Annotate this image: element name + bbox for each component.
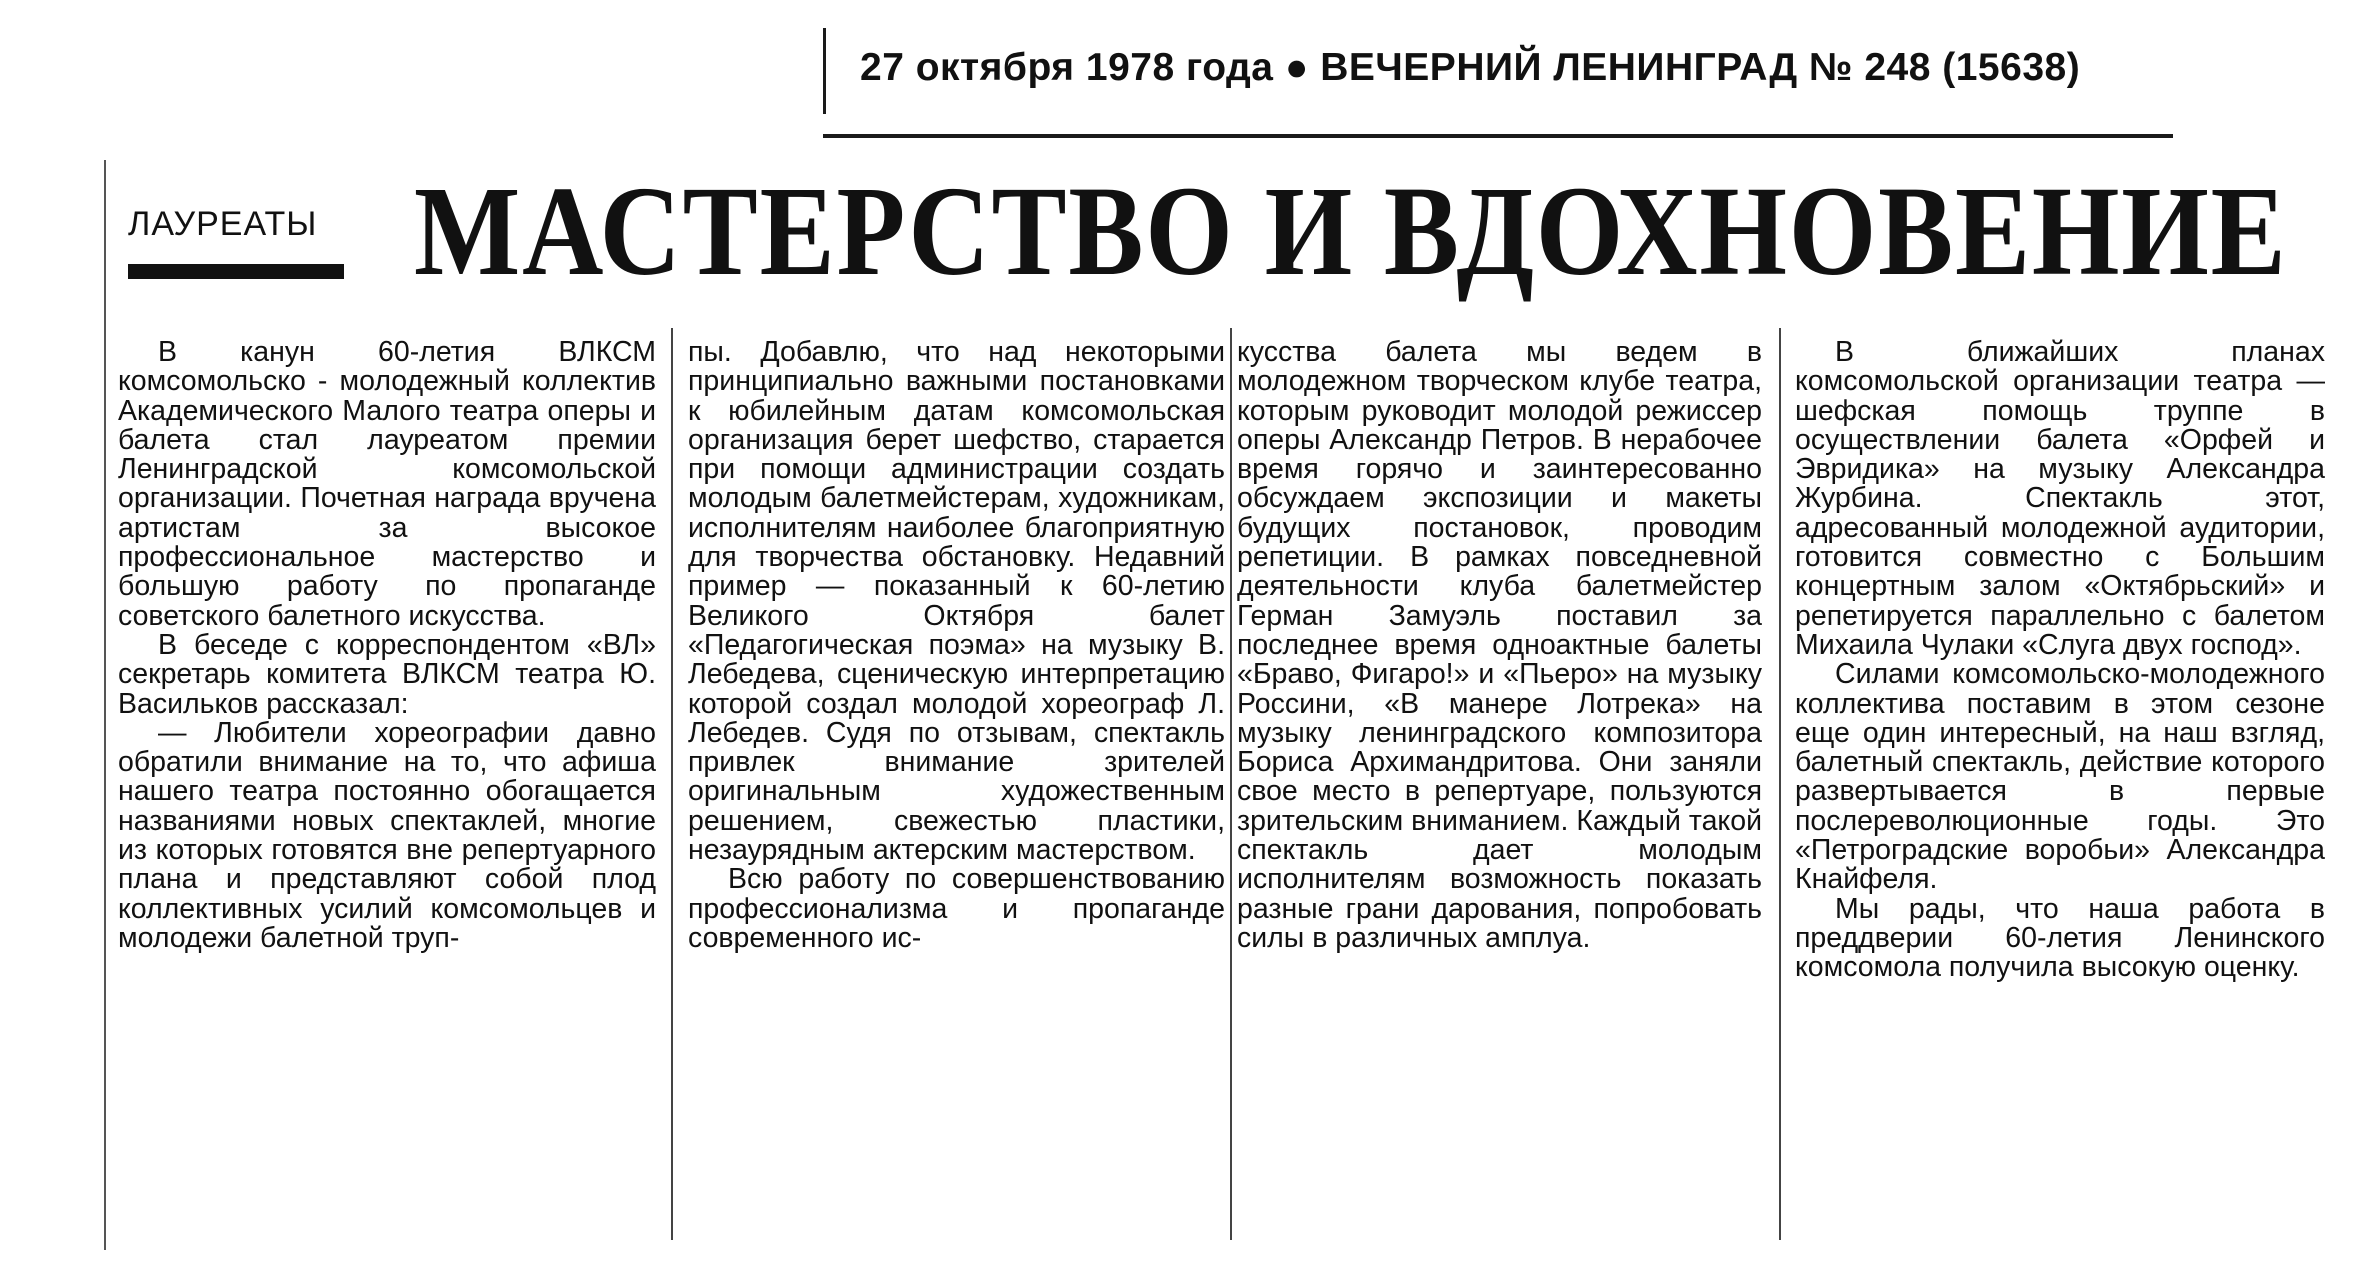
paragraph: Всю работу по совершенствованию профессионализма и пропаганде современного ис- bbox=[688, 863, 1225, 954]
column-divider bbox=[1779, 328, 1781, 1240]
article-left-border bbox=[104, 160, 106, 1250]
paragraph: — Любители хореографии давно обратили внимание на то, что афиша нашего театра постоянно обогащается названиями новых спектаклей, многие из которых готовятся вне репертуарного плана и представляют собой плод коллективных усилий комсомольцев и молодежи балетной труп- bbox=[118, 716, 656, 954]
masthead-left-rule bbox=[823, 28, 826, 114]
paragraph: кусства балета мы ведем в молодежном творческом клубе театра, которым руководит молодой режиссер оперы Александр Петров. В нерабочее время горячо и заинтересованно обсуждаем экспозиции и макеты будущих постановок, проводим репетиции. В рамках повседневной деятельности клуба балетмейстер Герман Замуэль поставил за последнее время одноактные балеты «Браво, Фигаро!» и «Пьеро» на музыку Россини, «В манере Лотрека» на музыку ленинградского композитора Бориса Архимандритова. Они заняли свое место в репертуаре, пользуются зрительским вниманием. Каждый такой спектакль дает молодым исполнителям возможность показать разные грани дарования, попробовать силы в различных амплуа. bbox=[1237, 338, 1762, 954]
column-divider bbox=[671, 328, 673, 1240]
paragraph: пы. Добавлю, что над некоторыми принципиально важными постановками к юбилейным датам комсомольская организация берет шефство, старается при помощи администрации создать молодым балетмейстерам, художникам, исполнителям наиболее благоприятную для творчества обстановку. Недавний пример — показанный к 60-летию Великого Октября балет «Педагогическая поэма» на музыку В. Лебедева, сценическую интерпретацию которой создал молодой хореограф Л. Лебедев. Судя по отзывам, спектакль привлек внимание зрителей оригинальным художественным решением, свежестью пластики, незаурядным актерским мастерством. bbox=[688, 338, 1225, 867]
paragraph: В канун 60-летия ВЛКСМ комсомольско - молодежный коллектив Академического Малого театра оперы и балета стал лауреатом премии Ленинградской комсомольской организации. Почетная награда вручена артистам за высокое профессиональное мастерство и большую работу по пропаганде советского балетного искусства. bbox=[118, 338, 656, 632]
article-column-3 bbox=[1237, 338, 1762, 1238]
paragraph: Мы рады, что наша работа в преддверии 60-летия Ленинского комсомола получила высокую оценку. bbox=[1795, 892, 2325, 984]
article-column-1 bbox=[118, 338, 656, 1238]
column-divider bbox=[1230, 328, 1232, 1240]
rubric-label: ЛАУРЕАТЫ bbox=[128, 205, 318, 243]
article-column-4 bbox=[1795, 338, 2325, 1238]
paragraph: В ближайших планах комсомольской организации театра — шефская помощь труппе в осуществлении балета «Орфей и Эвридика» на музыку Александра Журбина. Спектакль этот, адресованный молодежной аудитории, готовится совместно с Большим концертным залом «Октябрьский» и репетируется параллельно с балетом Михаила Чулаки «Слуга двух господ». bbox=[1795, 338, 2325, 661]
masthead-bottom-rule bbox=[823, 134, 2173, 138]
masthead: 27 октября 1978 года ● ВЕЧЕРНИЙ ЛЕНИНГРАД № 248 (15638) bbox=[860, 46, 2081, 89]
paragraph: В беседе с корреспондентом «ВЛ» секретарь комитета ВЛКСМ театра Ю. Васильков рассказал: bbox=[118, 628, 656, 720]
paragraph: Силами комсомольско-молодежного коллектива поставим в этом сезоне еще один интересный, на наш взгляд, балетный спектакль, действие которого развертывается в первые послереволюционные годы. Это «Петроградские воробьи» Александра Кнайфеля. bbox=[1795, 658, 2325, 896]
article-column-2 bbox=[688, 338, 1225, 1238]
article-headline: МАСТЕРСТВО И ВДОХНОВЕНИЕ bbox=[414, 160, 2288, 302]
rubric-underline-bar bbox=[128, 264, 344, 279]
